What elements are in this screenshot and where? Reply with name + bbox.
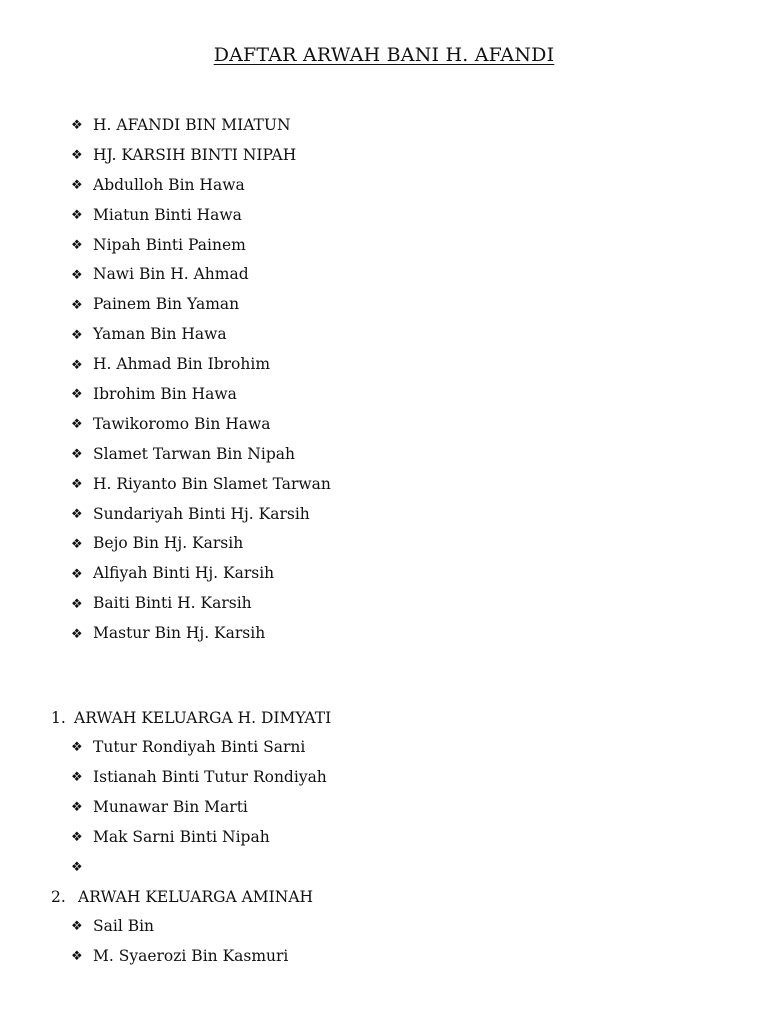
list-item-text: Alfiyah Binti Hj. Karsih: [93, 564, 275, 583]
list-item: [71, 171, 331, 201]
list-item: [71, 763, 327, 793]
list-item: [71, 853, 327, 883]
list-item-text: Tutur Rondiyah Binti Sarni: [93, 738, 306, 756]
diamond-bullet-icon: ❖: [71, 118, 83, 134]
list-item: [71, 823, 327, 853]
list-item-text: Abdulloh Bin Hawa: [93, 175, 245, 194]
list-item: [71, 559, 331, 589]
diamond-bullet-icon: ❖: [71, 740, 83, 756]
diamond-bullet-icon: ❖: [71, 267, 83, 283]
list-item-text: Yaman Bin Hawa: [93, 325, 227, 344]
list-item: [71, 260, 331, 290]
list-item-text: M. Syaerozi Bin Kasmuri: [93, 946, 289, 965]
section-heading-dimyati: [51, 703, 331, 733]
list-item-text: Istianah Binti Tutur Rondiyah: [93, 767, 327, 786]
list-item-text: Painem Bin Yaman: [93, 295, 240, 314]
list-item: [71, 942, 288, 972]
list-item-text: Slamet Tarwan Bin Nipah: [93, 444, 295, 463]
page-title: [0, 44, 768, 66]
list-item-text: Mastur Bin Hj. Karsih: [93, 624, 266, 643]
list-item-text: Mak Sarni Binti Nipah: [93, 827, 270, 846]
list-item: [71, 410, 331, 440]
diamond-bullet-icon: ❖: [71, 357, 83, 373]
section-number: 2.: [51, 888, 66, 906]
list-item-text: H. Riyanto Bin Slamet Tarwan: [93, 474, 331, 493]
list-item-text: Nipah Binti Painem: [93, 235, 246, 254]
diamond-bullet-icon: ❖: [71, 447, 83, 463]
aminah-family-list: [71, 912, 288, 972]
list-item: [71, 201, 331, 231]
diamond-bullet-icon: ❖: [71, 477, 83, 493]
diamond-bullet-icon: ❖: [71, 566, 83, 582]
diamond-bullet-icon: ❖: [71, 800, 83, 816]
diamond-bullet-icon: ❖: [71, 178, 83, 194]
list-item-text: Baiti Binti H. Karsih: [93, 594, 252, 613]
list-item-text: Sail Bin: [93, 917, 155, 935]
main-arwah-list: [71, 111, 331, 649]
list-item-text: HJ. KARSIH BINTI NIPAH: [93, 145, 297, 164]
list-item: [71, 380, 331, 410]
list-item: [71, 589, 331, 619]
list-item-text: Bejo Bin Hj. Karsih: [93, 534, 244, 553]
section-heading-text: ARWAH KELUARGA H. DIMYATI: [74, 709, 332, 727]
diamond-bullet-icon: ❖: [71, 770, 83, 786]
list-item: [71, 231, 331, 261]
list-item: [71, 320, 331, 350]
diamond-bullet-icon: ❖: [71, 860, 83, 875]
list-item: [71, 440, 331, 470]
list-item: [71, 793, 327, 823]
diamond-bullet-icon: ❖: [71, 297, 83, 313]
diamond-bullet-icon: ❖: [71, 327, 83, 343]
diamond-bullet-icon: ❖: [71, 238, 83, 253]
diamond-bullet-icon: ❖: [71, 949, 83, 965]
list-item-text: Munawar Bin Marti: [93, 797, 248, 816]
list-item: [71, 733, 327, 763]
page-title-text: DAFTAR ARWAH BANI H. AFANDI: [213, 44, 555, 66]
list-item: [71, 290, 331, 320]
diamond-bullet-icon: ❖: [71, 626, 83, 642]
list-item: [71, 500, 331, 530]
dimyati-family-list: [71, 733, 327, 882]
diamond-bullet-icon: ❖: [71, 148, 83, 164]
diamond-bullet-icon: ❖: [71, 507, 83, 523]
diamond-bullet-icon: ❖: [71, 417, 83, 433]
list-item-text: Sundariyah Binti Hj. Karsih: [93, 504, 310, 523]
diamond-bullet-icon: ❖: [71, 596, 83, 612]
diamond-bullet-icon: ❖: [71, 830, 83, 846]
diamond-bullet-icon: ❖: [71, 919, 83, 935]
section-number: 1.: [51, 709, 66, 727]
section-heading-text: ARWAH KELUARGA AMINAH: [78, 888, 314, 906]
list-item-text: Ibrohim Bin Hawa: [93, 385, 237, 404]
list-item-text: H. AFANDI BIN MIATUN: [93, 116, 291, 134]
list-item: [71, 912, 288, 942]
list-item-text: Miatun Binti Hawa: [93, 205, 242, 224]
section-heading-aminah: [51, 882, 313, 912]
list-item: [71, 111, 331, 141]
diamond-bullet-icon: ❖: [71, 387, 83, 403]
diamond-bullet-icon: ❖: [71, 536, 83, 552]
list-item-text: Nawi Bin H. Ahmad: [93, 265, 249, 284]
list-item-text: Tawikoromo Bin Hawa: [93, 414, 271, 433]
list-item-text: H. Ahmad Bin Ibrohim: [93, 355, 271, 374]
list-item: [71, 350, 331, 380]
list-item: [71, 529, 331, 559]
diamond-bullet-icon: ❖: [71, 208, 83, 224]
list-item: [71, 470, 331, 500]
list-item: [71, 619, 331, 649]
list-item: [71, 141, 331, 171]
